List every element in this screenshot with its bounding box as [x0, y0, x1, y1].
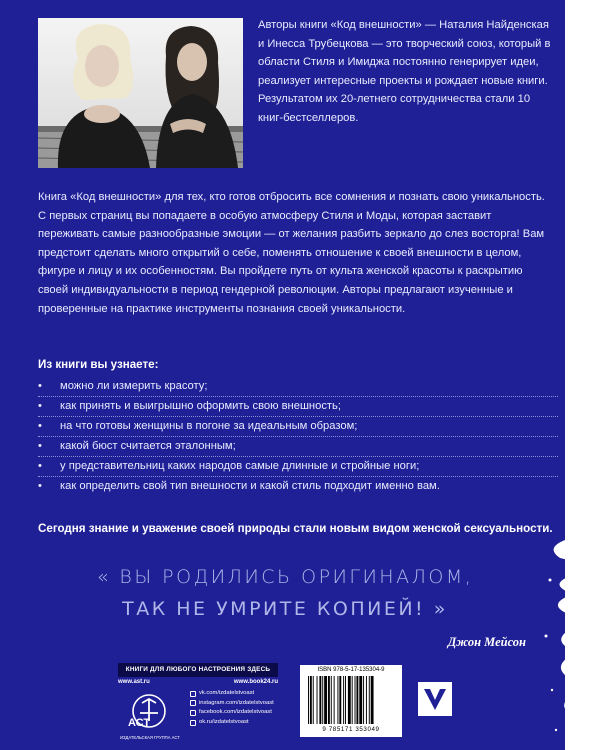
barcode-bar [310, 676, 312, 724]
book-description: Книга «Код внешности» для тех, кто готов отбросить все сомнения и познать свою уникальность. С первых страниц вы попадаете в особую атмосферу Стиля и Моды, которая заставит переживать самые разнообразные эмоции — от желания разбить зеркало до слез восторга! Вам предстоит сделать много открытий о себе, поменять отношение к своей внешности в целом, фигуре и лицу и их особенностям. Вы пройдете путь от культа женской красоты к раскрытию своей индивидуальности в период гендерной революции. Авторы предлагают изученные и проверенные на практике инструменты познания своей уникальности. [38, 191, 545, 315]
quote-line-1: « ВЫ РОДИЛИСЬ ОРИГИНАЛОМ, [96, 566, 474, 588]
list-item [38, 477, 558, 496]
bullet-icon: • [38, 460, 42, 472]
list-item [38, 437, 558, 457]
list-item [38, 457, 558, 477]
isbn-label: ISBN 978-5-17-135304-9 [317, 667, 385, 673]
social-links [190, 689, 274, 727]
vk-icon [190, 691, 196, 697]
barcode-bar [343, 676, 344, 724]
quote-author: Джон Мейсон [447, 635, 526, 649]
barcode-bar [366, 676, 367, 724]
barcode-panel [300, 665, 402, 737]
ok-icon [190, 720, 196, 726]
social-link-text: vk.com/izdatelstvoast [199, 690, 255, 696]
list-item [38, 397, 558, 417]
barcode-bar [369, 676, 370, 724]
barcode-bar [348, 676, 351, 724]
social-link-text: instagram.com/izdatelstvoast [199, 699, 274, 706]
barcode-bar [331, 676, 332, 724]
social-link-text: facebook.com/izdatelstvoast [199, 709, 272, 716]
barcode-bar [363, 676, 364, 724]
barcode-bar [337, 676, 338, 724]
authors-photo-illustration [38, 18, 243, 168]
authors-photo [38, 18, 243, 168]
learn-list [38, 377, 558, 496]
social-link-facebook[interactable] [190, 708, 274, 718]
ast-logo-text: АСТ [128, 717, 151, 729]
barcode-bar [317, 676, 318, 724]
ast-logo [118, 691, 180, 743]
social-link-text: ok.ru/izdatelstvoast [199, 718, 249, 725]
list-item [38, 417, 558, 437]
learn-heading: Из книги вы узнаете: [38, 358, 159, 371]
closing-statement: Сегодня знание и уважение своей природы стали новым видом женской сексуальности. [38, 522, 553, 535]
bullet-icon: • [38, 440, 42, 452]
barcode-bar [328, 676, 330, 724]
list-item [38, 377, 558, 397]
page-margin [565, 0, 600, 750]
barcode-bar [324, 676, 327, 724]
social-link-instagram[interactable] [190, 699, 274, 709]
barcode-bar [308, 676, 309, 724]
facebook-icon [190, 710, 196, 716]
instagram-icon [190, 700, 196, 706]
barcode-bar [371, 676, 374, 724]
barcode-bar [355, 676, 356, 724]
barcode-bar [345, 676, 346, 724]
barcode-bar [339, 676, 341, 724]
barcode-graphic [308, 676, 396, 724]
publisher-v-logo [418, 682, 452, 716]
list-item-text: у представительниц каких народов самые длинные и стройные ноги; [60, 460, 420, 472]
footer-tagline: КНИГИ ДЛЯ ЛЮБОГО НАСТРОЕНИЯ ЗДЕСЬ [118, 663, 278, 677]
decorative-waves [520, 540, 565, 750]
list-item-text: как определить свой тип внешности и какой стиль подходит именно вам. [60, 480, 440, 492]
bullet-icon: • [38, 480, 42, 492]
site-link-book24[interactable]: www.book24.ru [233, 679, 278, 685]
footer-sites [118, 679, 278, 685]
barcode-bar [334, 676, 335, 724]
author-bio: Авторы книги «Код внешности» — Наталия Найденская и Инесса Трубецкова — это творческий союз, который в области Стиля и Имиджа постоянно генерирует идеи, реализует интересные проекты и рождает новые книги. Результатом их 20-летнего сотрудничества стали 10 книг-бестселлеров. [258, 19, 551, 124]
barcode-bar [319, 676, 321, 724]
social-link-vk[interactable] [190, 689, 274, 699]
list-item-text: на что готовы женщины в погоне за идеальным образом; [60, 420, 358, 432]
social-link-ok[interactable] [190, 718, 274, 728]
bullet-icon: • [38, 420, 42, 432]
barcode-bar [313, 676, 314, 724]
site-link-ast[interactable]: www.ast.ru [118, 679, 150, 685]
ast-logo-icon [118, 691, 180, 743]
v-logo-icon [418, 682, 452, 716]
publisher-footer [118, 663, 278, 745]
barcode-bar [352, 676, 353, 724]
barcode-number: 9 785171 353049 [322, 726, 380, 733]
quote-line-2: ТАК НЕ УМРИТЕ КОПИЕЙ! » [122, 598, 448, 620]
list-item-text: можно ли измерить красоту; [60, 380, 208, 392]
ast-logo-caption: ИЗДАТЕЛЬСКАЯ ГРУППА АСТ [120, 735, 180, 740]
barcode-bar [356, 676, 358, 724]
barcode-bar [322, 676, 323, 724]
bullet-icon: • [38, 400, 42, 412]
barcode-bar [359, 676, 362, 724]
list-item-text: как принять и выигрышно оформить свою внешность; [60, 400, 341, 412]
bullet-icon: • [38, 380, 42, 392]
list-item-text: какой бюст считается эталонным; [60, 440, 236, 452]
